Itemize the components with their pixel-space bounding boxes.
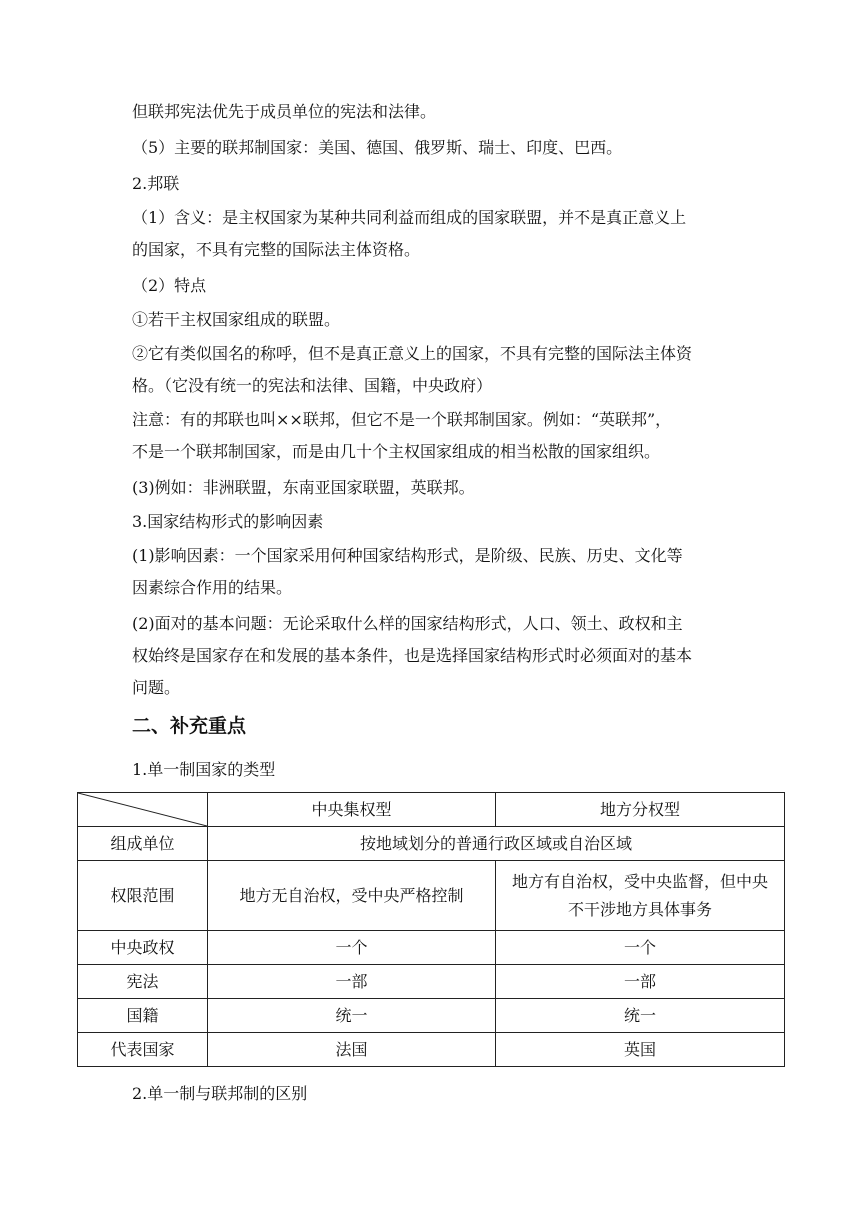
text-line: （1）含义：是主权国家为某种共同利益而组成的国家联盟，并不是真正意义上 <box>132 208 687 227</box>
section-heading: 二、补充重点 <box>132 715 247 737</box>
table-caption: 1.单一制国家的类型 <box>132 760 276 779</box>
table-cell: 一个 <box>208 931 496 965</box>
subsection-title: 2.邦联 <box>132 174 180 193</box>
cell-line: 地方有自治权，受中央监督，但中央 <box>511 871 768 891</box>
cell-line: 不干涉地方具体事务 <box>567 899 712 919</box>
text-line: 权始终是国家存在和发展的基本条件，也是选择国家结构形式时必须面对的基本 <box>132 646 693 665</box>
text-line: 注意：有的邦联也叫××联邦，但它不是一个联邦制国家。例如：“英联邦”， <box>132 410 672 429</box>
text-line: 因素综合作用的结果。 <box>132 578 293 597</box>
table-row <box>78 827 785 861</box>
row-label: 中央政权 <box>78 931 208 965</box>
diagonal-corner-cell <box>78 793 208 827</box>
text-line: ②它有类似国名的称呼，但不是真正意义上的国家，不具有完整的国际法主体资 <box>132 344 693 363</box>
row-label: 宪法 <box>78 965 208 999</box>
column-header: 中央集权型 <box>208 793 496 827</box>
text-line: 但联邦宪法优先于成员单位的宪法和法律。 <box>132 102 437 121</box>
table-cell-multiline <box>496 861 785 931</box>
row-label: 组成单位 <box>78 827 208 861</box>
table-cell: 按地域划分的普通行政区域或自治区域 <box>208 827 785 861</box>
table-cell: 一部 <box>496 965 785 999</box>
table-cell: 一部 <box>208 965 496 999</box>
text-line: （2）特点 <box>132 276 207 295</box>
table-cell: 法国 <box>208 1033 496 1067</box>
table-caption: 2.单一制与联邦制的区别 <box>132 1084 308 1103</box>
row-label: 国籍 <box>78 999 208 1033</box>
table-row <box>78 931 785 965</box>
text-line: (1)影响因素：一个国家采用何种国家结构形式，是阶级、民族、历史、文化等 <box>132 546 683 565</box>
table-row <box>78 1033 785 1067</box>
row-label: 权限范围 <box>78 861 208 931</box>
table-cell: 统一 <box>496 999 785 1033</box>
text-line: 的国家，不具有完整的国际法主体资格。 <box>132 240 421 259</box>
table-row <box>78 861 785 931</box>
row-label: 代表国家 <box>78 1033 208 1067</box>
table-header-row <box>78 793 785 827</box>
text-line: ①若干主权国家组成的联盟。 <box>132 310 341 329</box>
table-row <box>78 965 785 999</box>
text-line: （5）主要的联邦制国家：美国、德国、俄罗斯、瑞士、印度、巴西。 <box>132 138 623 157</box>
unitary-types-table <box>77 792 785 1067</box>
table-row <box>78 999 785 1033</box>
table-cell: 一个 <box>496 931 785 965</box>
table-cell: 地方无自治权，受中央严格控制 <box>208 861 496 931</box>
subsection-title: 3.国家结构形式的影响因素 <box>132 512 324 531</box>
column-header: 地方分权型 <box>496 793 785 827</box>
text-line: 不是一个联邦制国家，而是由几十个主权国家组成的相当松散的国家组织。 <box>132 442 661 461</box>
table-cell: 统一 <box>208 999 496 1033</box>
table-cell: 英国 <box>496 1033 785 1067</box>
text-line: (2)面对的基本问题：无论采取什么样的国家结构形式，人口、领土、政权和主 <box>132 614 683 633</box>
text-line: 格。（它没有统一的宪法和法律、国籍，中央政府） <box>132 376 493 395</box>
text-line: 问题。 <box>132 678 181 697</box>
text-line: (3)例如：非洲联盟，东南亚国家联盟，英联邦。 <box>132 478 475 497</box>
